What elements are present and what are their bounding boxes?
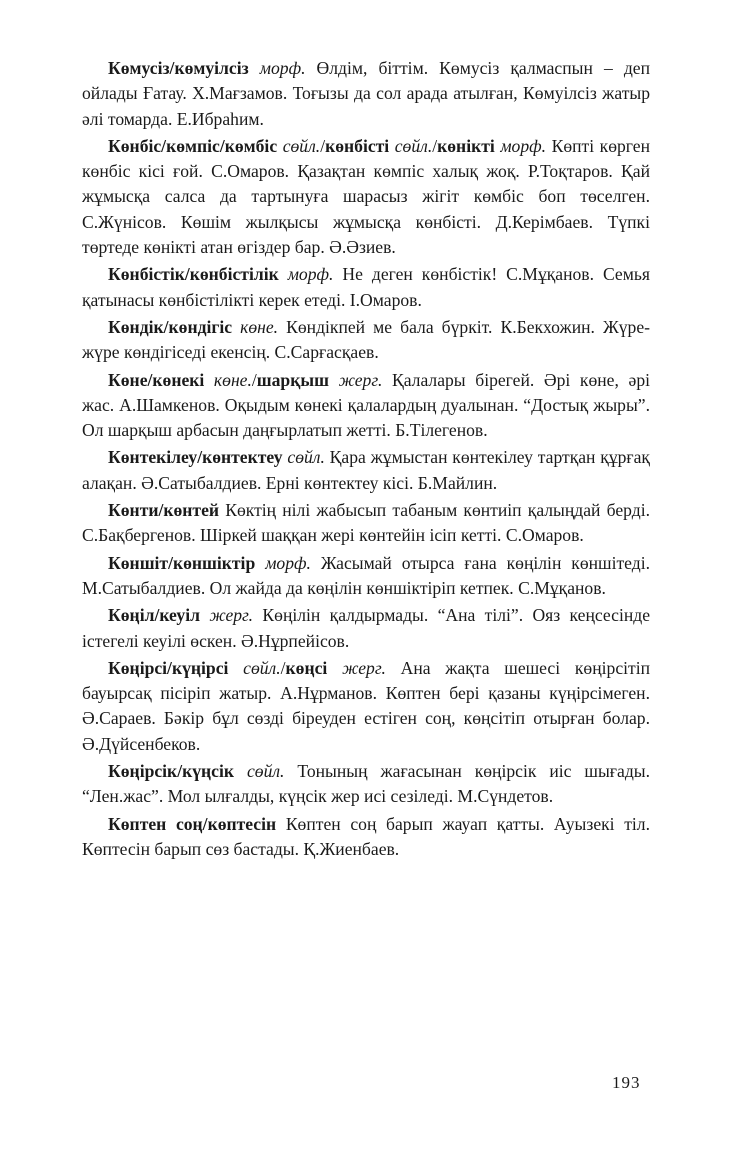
usage-label: жерг.	[209, 605, 254, 626]
entry-text: Көңілін қалдырмады. “Ана тілі”. Ояз кеңсесінде істегелі кеуілі өскен. Ә.Нұрпейісов.	[82, 605, 651, 651]
headword: көнікті	[437, 135, 495, 156]
entry-text: Көндікпей ме бала бүркіт. К.Бекхожин. Жүре-жүре көндігіседі екенсің. С.Сарғасқаев.	[82, 316, 650, 363]
entry-text	[204, 370, 214, 390]
dictionary-entry	[82, 262, 650, 313]
usage-label: көне.	[213, 369, 252, 390]
headword: көңсі	[285, 657, 328, 678]
entry-text	[228, 658, 243, 678]
entry-text	[200, 605, 209, 625]
dictionary-entry	[82, 656, 650, 757]
headword: Көнтекілеу/көнтектеу	[108, 447, 283, 468]
usage-label: сөйл.	[243, 657, 281, 678]
headword: Көңіл/кеуіл	[108, 605, 200, 626]
headword: Көнбіс/көмпіс/көмбіс	[108, 135, 278, 156]
entry-text	[234, 761, 247, 781]
headword: Көңірсі/күңірсі	[108, 657, 229, 678]
usage-label: сөйл.	[287, 447, 325, 468]
usage-label: жерг.	[342, 657, 386, 678]
dictionary-entry	[82, 368, 650, 444]
headword: көнбісті	[325, 135, 390, 156]
dictionary-entry	[82, 759, 650, 810]
entry-text: Қара жұмыстан көнтекілеу тартқан құрғақ алақан. Ә.Сатыбалдиев. Ерні көнтектеу кісі. Б.Майлин.	[82, 447, 650, 493]
usage-label: морф.	[265, 552, 311, 573]
headword: Көптен соң/көптесін	[108, 813, 277, 834]
dictionary-entry	[82, 445, 650, 496]
usage-label: морф.	[500, 135, 547, 156]
entry-text: /	[251, 369, 257, 390]
entry-text: Тонының жағасынан көңірсік иіс шығады. “Лен.жас”. Мол ылғалды, күңсік жер исі сезіледі. М.Сүндетов.	[82, 761, 650, 807]
entry-text: /	[320, 135, 326, 156]
headword: Көншіт/көншіктір	[108, 552, 256, 573]
entry-text: /	[432, 135, 438, 156]
usage-label: морф.	[259, 58, 306, 78]
entry-text	[232, 317, 240, 337]
usage-label: сөйл.	[282, 135, 321, 156]
usage-label: морф.	[287, 264, 334, 285]
dictionary-entry	[82, 134, 650, 260]
entry-text: Жасымай отырса ғана көңілін көншітеді. М.Сатыбалдиев. Ол жайда да көңілін көншіктіріп кетпек. С.Мұқанов.	[82, 552, 650, 598]
headword: Көне/көнекі	[108, 369, 205, 390]
entry-text: Қалалары бірегей. Әрі көне, әрі жас. А.Шамкенов. Оқыдым көнекі қалалардың дуалынан. “Достық жыры”. Ол шарқыш арбасын даңғырлатып жетті. Б.Тілегенов.	[82, 369, 650, 441]
entry-text: Көпті көрген көнбіс кісі ғой. С.Омаров. Қазақтан көмпіс халық жоқ. Р.Тоқтаров. Қай жұмысқа салса да тартынуға шарасыз жігіт көмбіс боп төселген. С.Жүнісов. Көшім жылқысы жұмысқа көнбісті. Д.Керімбаев. Түпкі төртеде көнікті атан өгіздер бар. Ә.Әзиев.	[82, 135, 651, 258]
usage-label: сөйл.	[246, 761, 285, 782]
headword: Көмусіз/көмуілсіз	[108, 58, 249, 78]
headword: Көнбістік/көнбістілік	[108, 264, 279, 285]
entry-text: Ана жақта шешесі көңірсітіп бауырсақ пісіріп жатыр. А.Нұрманов. Көптен бері қазаны күңірсімеген. Ә.Сараев. Бәкір бұл сөзді біреуден естіген соң, көңсітіп отырған болар. Ә.Дүйсенбеков.	[82, 657, 651, 754]
entry-text	[329, 370, 339, 390]
dictionary-entry	[82, 498, 650, 549]
page-number: 193	[612, 1073, 641, 1092]
entry-text: Өлдім, біттім. Көмусіз қалмаспын – деп ойлады Ғатау. Х.Мағзамов. Тоғызы да сол арада атылған, Көмуілсіз жатыр әлі томарда. Е.Ибраһим.	[82, 58, 650, 129]
dictionary-entry	[82, 56, 650, 132]
entry-text: Көктің нілі жабысып табаным көнтиіп қалыңдай берді. С.Бақбергенов. Шіркей шаққан жері көнтейін ісіп кетті. С.Омаров.	[82, 500, 650, 546]
entry-text: /	[280, 657, 286, 678]
entry-text	[255, 553, 265, 573]
entry-text	[327, 658, 342, 678]
entry-text	[279, 264, 288, 284]
headword: Көндік/көндігіс	[108, 316, 233, 337]
usage-label: көне.	[240, 316, 279, 337]
entries-column	[82, 56, 650, 864]
dictionary-entry	[82, 315, 650, 366]
usage-label: жерг.	[338, 369, 383, 390]
dictionary-entry	[82, 603, 650, 654]
entry-text	[249, 58, 260, 78]
dictionary-entry	[82, 551, 650, 602]
dictionary-entry	[82, 812, 650, 863]
headword: Көнти/көнтей	[108, 500, 220, 521]
usage-label: сөйл.	[394, 135, 433, 156]
headword: Көңірсік/күңсік	[108, 761, 234, 782]
headword: шарқыш	[256, 369, 329, 390]
entry-text: Көптен соң барып жауап қатты. Ауызекі тіл. Көптесін барып сөз бастады. Қ.Жиенбаев.	[82, 813, 650, 859]
entry-text: Не деген көнбістік! С.Мұқанов. Семья қатынасы көнбістілікті керек етеді. І.Омаров.	[82, 264, 650, 310]
